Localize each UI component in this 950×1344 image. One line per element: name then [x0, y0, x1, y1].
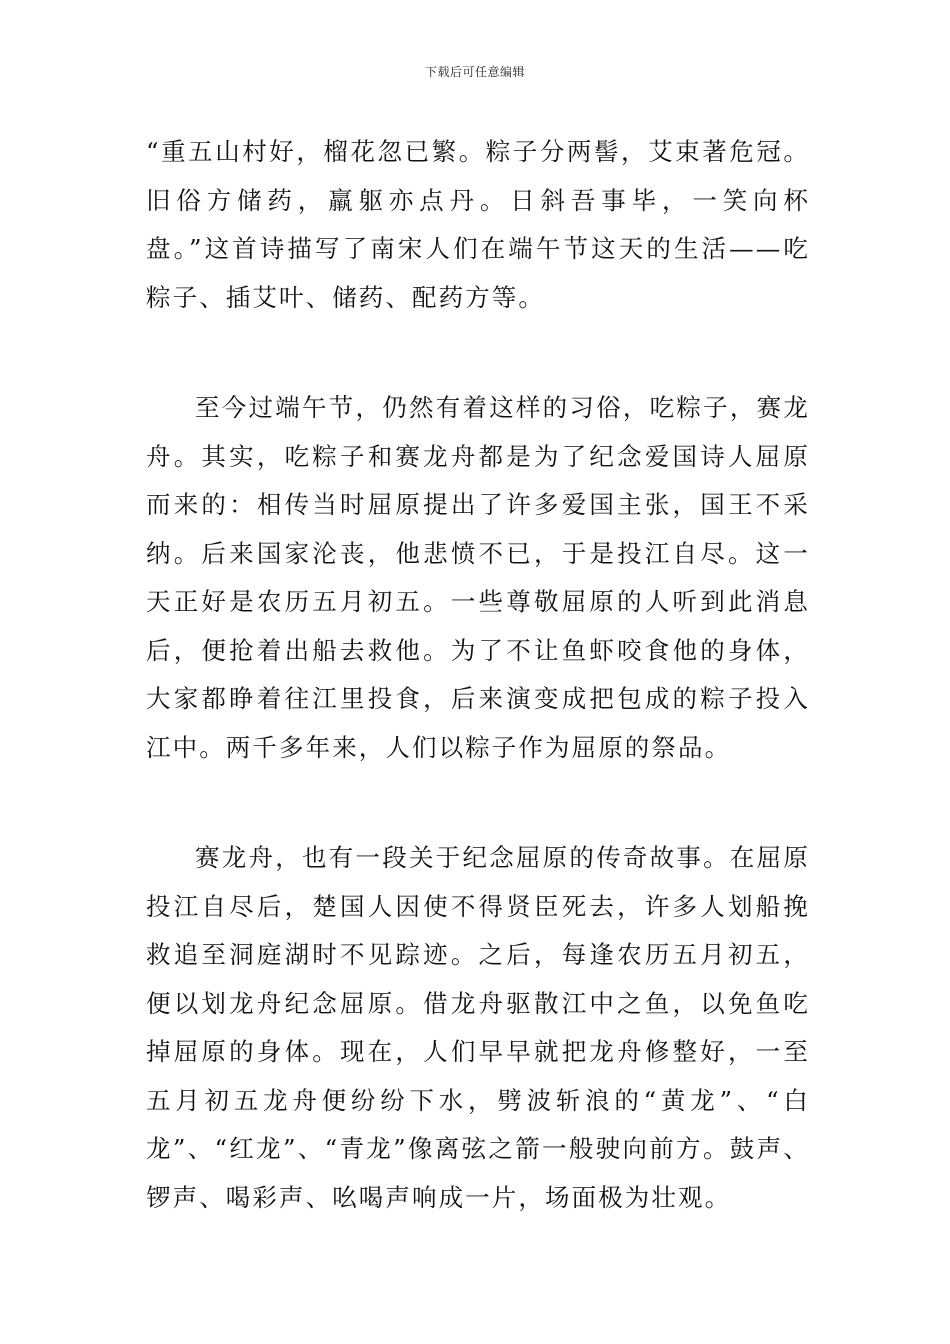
page-header: 下载后可任意编辑	[424, 65, 525, 79]
paragraph-dragon-boat: 赛龙舟，也有一段关于纪念屈原的传奇故事。在屈原投江自尽后，楚国人因使不得贤臣死去，许多人划船挽救追至洞庭湖时不见踪迹。之后，每逢农历五月初五，便以划龙舟纪念屈原。借龙舟驱散江中之鱼，以免鱼吃掉屈原的身体。现在，人们早早就把龙舟修整好，一至五月初五龙舟便纷纷下水，劈波斩浪的“黄龙”、“白龙”、“红龙”、“青龙”像离弦之箭一般驶向前方。鼓声、锣声、喝彩声、吆喝声响成一片，场面极为壮观。	[146, 843, 810, 1212]
document-body	[146, 128, 810, 1222]
paragraph-poem: “重五山村好，榴花忽已繁。粽子分两髻，艾束著危冠。旧俗方储药，羸躯亦点丹。日斜吾事毕，一笑向杯盘。”这首诗描写了南宋人们在端午节这天的生活——吃粽子、插艾叶、储药、配药方等。	[146, 137, 810, 312]
paragraph-customs: 至今过端午节，仍然有着这样的习俗，吃粽子，赛龙舟。其实，吃粽子和赛龙舟都是为了纪念爱国诗人屈原而来的：相传当时屈原提出了许多爱国主张，国王不采纳。后来国家沦丧，他悲愤不已，于是投江自尽。这一天正好是农历五月初五。一些尊敬屈原的人听到此消息后，便抢着出船去救他。为了不让鱼虾咬食他的身体，大家都睁着往江里投食，后来演变成把包成的粽子投入江中。两千多年来，人们以粽子作为屈原的祭品。	[146, 393, 810, 762]
